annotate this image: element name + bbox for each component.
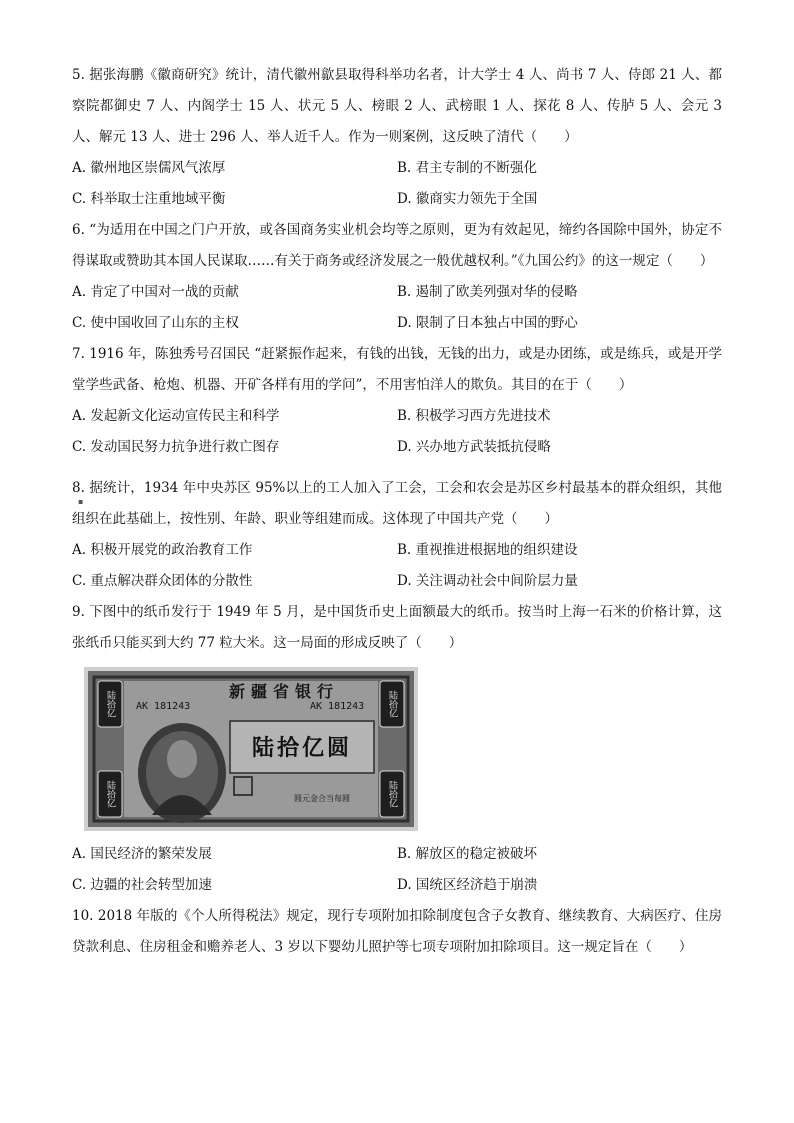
corner-mark-top-right: 陆拾亿 — [387, 690, 397, 718]
option-b: B. 君主专制的不断强化 — [397, 160, 538, 176]
option-d: D. 国统区经济趋于崩溃 — [397, 877, 538, 893]
question-9-options — [72, 839, 722, 901]
option-a: A. 发起新文化运动宣传民主和科学 — [72, 408, 280, 424]
question-9-stem: 9. 下图中的纸币发行于 1949 年 5 月，是中国货币史上面额最大的纸币。按当时上海一石米的价格计算，这张纸币只能买到大约 77 粒大米。这一局面的形成反映了（ ） — [72, 604, 722, 651]
option-b: B. 遏制了欧美列强对华的侵略 — [397, 284, 578, 300]
question-5-options — [72, 153, 722, 215]
serial-number-right: AK 181243 — [310, 701, 365, 712]
option-a: A. 肯定了中国对一战的贡献 — [72, 284, 239, 300]
corner-mark-bottom-left: 陆拾亿 — [105, 780, 115, 808]
question-7-stem: 7. 1916 年，陈独秀号召国民 “赶紧振作起来，有钱的出钱，无钱的出力，或是办团练，或是练兵，或是开学堂学些武备、枪炮、机器、开矿各样有用的学问”，不用害怕洋人的欺负。其目的在于（ ） — [72, 346, 722, 393]
option-c: C. 边疆的社会转型加速 — [72, 877, 212, 893]
question-7-options — [72, 401, 722, 463]
option-d: D. 限制了日本独占中国的野心 — [397, 315, 578, 331]
option-b: B. 重视推进根据地的组织建设 — [397, 542, 578, 558]
corner-mark-top-left: 陆拾亿 — [105, 690, 115, 718]
option-b: B. 解放区的稳定被破坏 — [397, 846, 538, 862]
corner-mark-bottom-right: 陆拾亿 — [387, 780, 397, 808]
banknote-image — [84, 667, 418, 831]
exam-page — [72, 60, 722, 963]
bank-name: 新疆省银行 — [228, 682, 340, 701]
option-c: C. 重点解决群众团体的分散性 — [72, 573, 253, 589]
bottom-inscription: 圆元金合当每圆 — [294, 794, 350, 803]
question-5-stem: 5. 据张海鹏《徽商研究》统计，清代徽州歙县取得科举功名者，计大学士 4 人、尚书 7 人、侍郎 21 人、都察院都御史 7 人、内阁学士 15 人、状元 5 人、榜眼 2 人、武榜眼 1 人、探花 8 人、传胪 5 人、会元 3 人、解元 13 人、进士 296 人、举人近千人。作为一则案例，这反映了清代（ ） — [72, 67, 722, 145]
portrait-head — [167, 740, 197, 778]
option-d: D. 关注调动社会中间阶层力量 — [397, 573, 578, 589]
option-a: A. 积极开展党的政治教育工作 — [72, 542, 253, 558]
scan-mark: ▪ — [78, 497, 84, 506]
question-6-stem: 6. “为适用在中国之门户开放，或各国商务实业机会均等之原则，更为有效起见，缔约各国除中国外，协定不得谋取或赞助其本国人民谋取……有关于商务或经济发展之一般优越权利。”《九国公约》的这一规定（ ） — [72, 222, 722, 269]
option-d: D. 徽商实力领先于全国 — [397, 191, 538, 207]
serial-number-left: AK 181243 — [136, 701, 191, 712]
question-10-stem: 10. 2018 年版的《个人所得税法》规定，现行专项附加扣除制度包含子女教育、继续教育、大病医疗、住房贷款利息、住房租金和赡养老人、3 岁以下婴幼儿照护等七项专项附加扣除项目。这一规定旨在（ ） — [72, 908, 722, 955]
option-c: C. 发动国民努力抗争进行救亡图存 — [72, 439, 280, 455]
denomination-text: 陆拾亿圆 — [251, 736, 353, 761]
option-a: A. 国民经济的繁荣发展 — [72, 846, 212, 862]
option-a: A. 徽州地区崇儒风气浓厚 — [72, 160, 226, 176]
option-c: C. 科举取士注重地域平衡 — [72, 191, 226, 207]
option-d: D. 兴办地方武装抵抗侵略 — [397, 439, 551, 455]
option-c: C. 使中国收回了山东的主权 — [72, 315, 239, 331]
question-8-stem: 8. 据统计，1934 年中央苏区 95%以上的工人加入了工会，工会和农会是苏区乡村最基本的群众组织，其他组织在此基础上，按性别、年龄、职业等组建而成。这体现了中国共产党（ ） — [72, 480, 722, 527]
option-b: B. 积极学习西方先进技术 — [397, 408, 551, 424]
question-8-options — [72, 535, 722, 597]
question-6-options — [72, 277, 722, 339]
